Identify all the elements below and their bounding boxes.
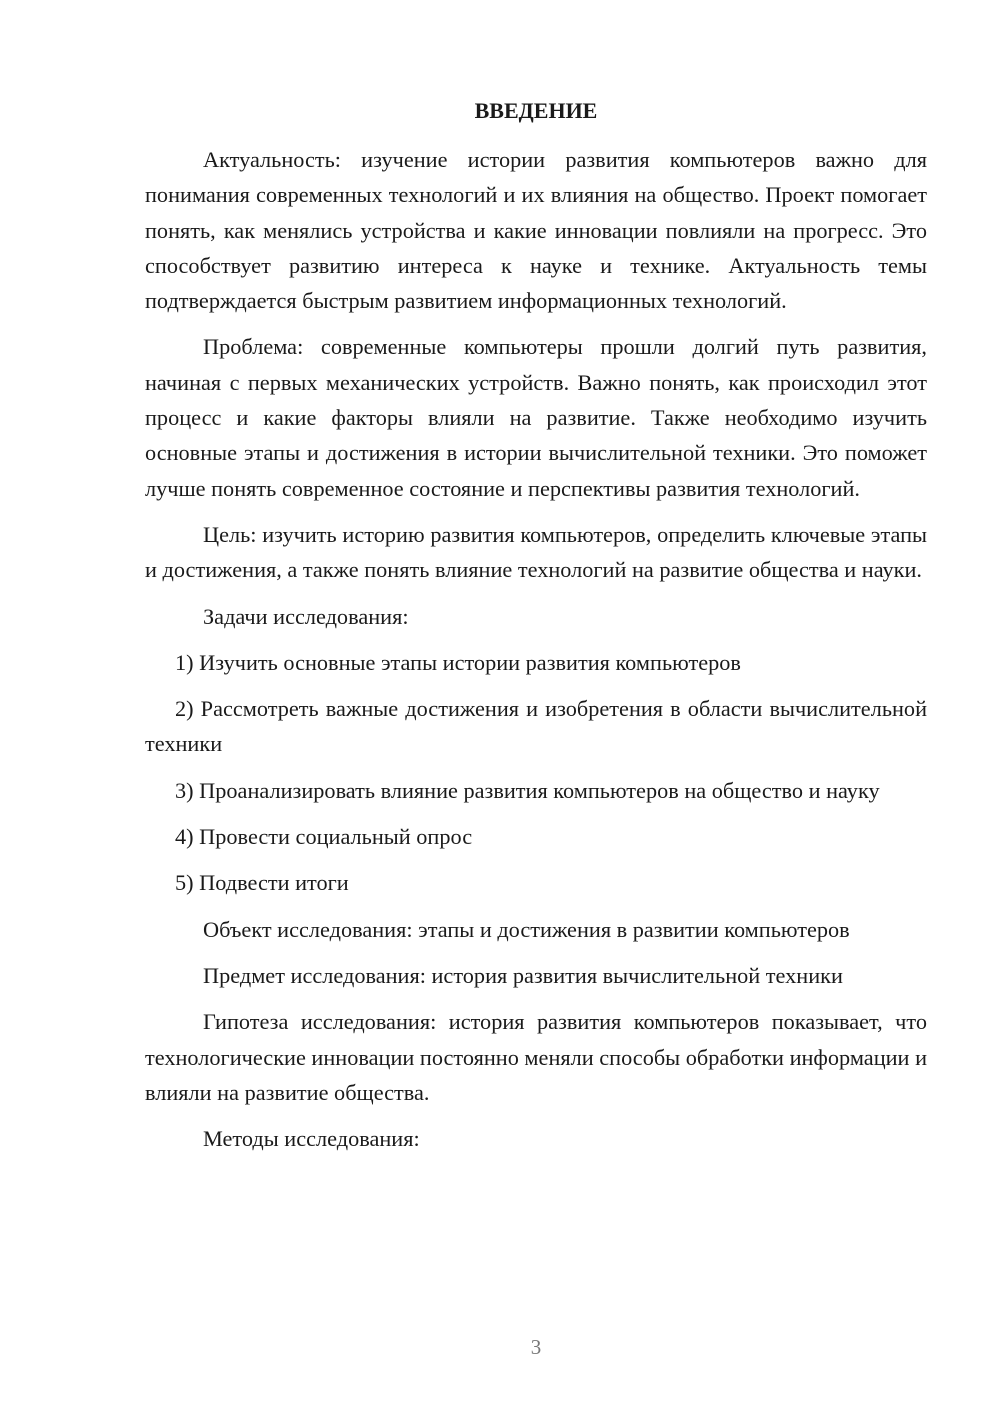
task-item-1: 1) Изучить основные этапы истории развития компьютеров <box>175 649 741 675</box>
page-number: 3 <box>530 1335 542 1359</box>
task-item-5: 5) Подвести итоги <box>175 870 349 896</box>
paragraph-relevance: Актуальность: изучение истории развития компьютеров важно для понимания современных технологий и их влияния на общество. Проект помогает понять, как менялись устройства и какие инновации повлияли на прогресс. Это способствует развитию интереса к науке и технике. Актуальность темы подтверждается быстрым развитием информационных технологий. <box>145 147 927 314</box>
section-title: ВВЕДЕНИЕ <box>474 98 598 123</box>
paragraph-tasks-heading: Задачи исследования: <box>203 603 409 629</box>
task-item-2: 2) Рассмотреть важные достижения и изобретения в области вычислительной техники <box>145 696 927 757</box>
paragraph-goal: Цель: изучить историю развития компьютеров, определить ключевые этапы и достижения, а также понять влияние технологий на развитие общества и науки. <box>145 521 927 583</box>
body-text <box>145 142 927 1156</box>
task-item-4: 4) Провести социальный опрос <box>175 824 473 850</box>
paragraph-subject: Предмет исследования: история развития вычислительной техники <box>203 962 843 988</box>
paragraph-methods: Методы исследования: <box>203 1126 420 1152</box>
task-item-3: 3) Проанализировать влияние развития компьютеров на общество и науку <box>175 777 880 803</box>
paragraph-problem: Проблема: современные компьютеры прошли долгий путь развития, начиная с первых механических устройств. Важно понять, как происходил этот процесс и какие факторы влияли на развитие. Также необходимо изучить основные этапы и достижения в истории вычислительной техники. Это поможет лучше понять современное состояние и перспективы развития технологий. <box>145 334 927 501</box>
paragraph-hypothesis: Гипотеза исследования: история развития компьютеров показывает, что технологические инновации постоянно меняли способы обработки информации и влияли на развитие общества. <box>145 1009 927 1105</box>
paragraph-object: Объект исследования: этапы и достижения в развитии компьютеров <box>203 916 850 942</box>
